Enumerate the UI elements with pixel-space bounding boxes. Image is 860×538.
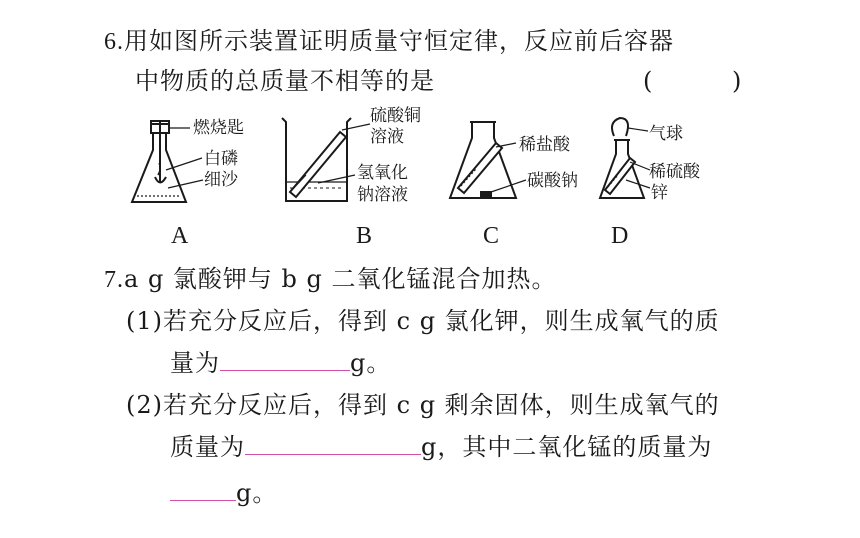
q7-part2-line3-suffix: g。 bbox=[236, 479, 278, 507]
q7-part1-line1: (1)若充分反应后，得到 c g 氯化钾，则生成氧气的质 bbox=[126, 307, 720, 335]
q7-part1-prefix: 量为 bbox=[170, 349, 220, 377]
option-d-label: D bbox=[611, 223, 629, 249]
q7-stem-line bbox=[104, 264, 557, 295]
answer-blank-1[interactable] bbox=[220, 348, 350, 371]
label-a-combustion-spoon: 燃烧匙 bbox=[193, 118, 244, 138]
label-a-fine-sand: 细沙 bbox=[204, 170, 238, 190]
label-d-balloon: 气球 bbox=[649, 124, 683, 144]
q7-part2-line3 bbox=[170, 478, 277, 508]
q7-part1-suffix: g。 bbox=[350, 349, 392, 377]
apparatus-c-flask bbox=[450, 122, 526, 198]
apparatus-d-flask bbox=[600, 118, 650, 198]
option-b-label: B bbox=[356, 223, 373, 249]
q7-number: 7. bbox=[104, 267, 124, 293]
label-c-dilute-hcl: 稀盐酸 bbox=[519, 135, 570, 155]
label-b-sodium-hydroxide: 氢氧化 bbox=[357, 163, 408, 183]
answer-blank-2[interactable] bbox=[245, 432, 421, 455]
q7-stem: a g 氯酸钾与 b g 二氧化锰混合加热。 bbox=[124, 265, 557, 293]
label-d-zinc: 锌 bbox=[651, 183, 668, 203]
q7-part2-suffix: g，其中二氧化锰的质量为 bbox=[421, 433, 713, 461]
answer-paren-right: ) bbox=[732, 67, 742, 95]
answer-paren-left: ( bbox=[643, 67, 653, 95]
option-a-label: A bbox=[171, 223, 189, 249]
label-b-copper-sulfate: 硫酸铜 bbox=[370, 106, 421, 126]
q6-text-line2: 中物质的总质量不相等的是 bbox=[135, 67, 435, 95]
q7-part2-line2 bbox=[170, 432, 712, 462]
q6-text-line1: 用如图所示装置证明质量守恒定律，反应前后容器 bbox=[124, 27, 674, 55]
q7-part1-line2 bbox=[170, 348, 391, 378]
label-b-naoh-solution: 钠溶液 bbox=[357, 185, 408, 205]
label-a-white-phosphorus: 白磷 bbox=[204, 149, 238, 169]
q7-part2-line1: (2)若充分反应后，得到 c g 剩余固体，则生成氧气的 bbox=[126, 391, 720, 419]
label-c-sodium-carbonate: 碳酸钠 bbox=[527, 171, 578, 191]
option-c-label: C bbox=[483, 223, 500, 249]
q6-number: 6. bbox=[104, 29, 124, 55]
label-b-solution: 溶液 bbox=[370, 127, 404, 147]
answer-blank-3[interactable] bbox=[170, 478, 236, 501]
q7-part2-prefix: 质量为 bbox=[170, 433, 245, 461]
label-d-dilute-sulfuric: 稀硫酸 bbox=[649, 162, 700, 182]
